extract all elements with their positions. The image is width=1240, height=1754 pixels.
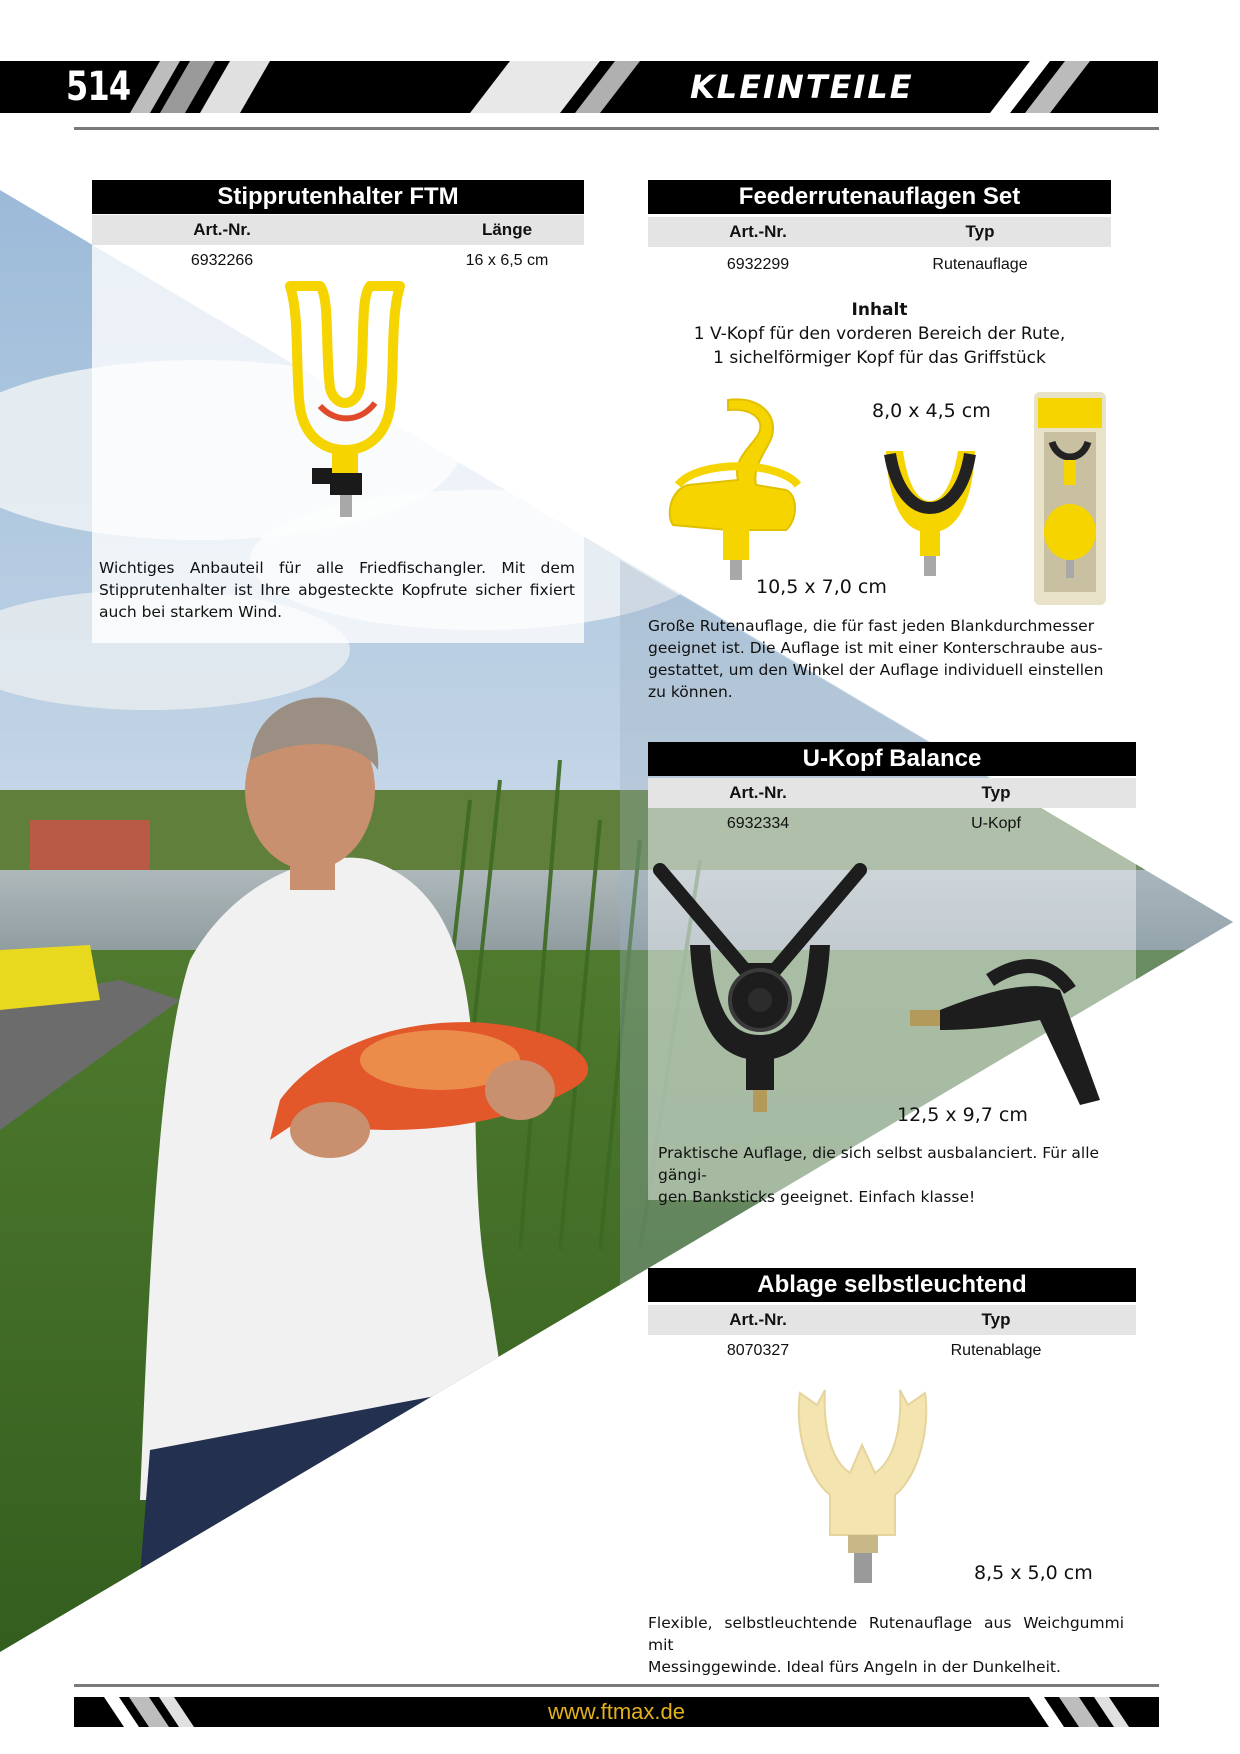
description-line: Flexible, selbstleuchtende Rutenauflage aus Weichgummi mit <box>648 1614 1124 1654</box>
header-stripes <box>0 61 1158 113</box>
stipprutenhalter-image <box>280 278 410 530</box>
typ-value: Rutenablage <box>950 1342 1042 1359</box>
product-title: Stipprutenhalter FTM <box>92 180 584 214</box>
art-nr-value: 6932334 <box>726 815 790 832</box>
contents-line: 1 sichelförmiger Kopf für das Griffstück <box>713 348 1046 368</box>
col-header-laenge: Länge <box>481 220 533 239</box>
col-header-art-nr: Art.-Nr. <box>729 1310 787 1329</box>
page-number: 514 <box>66 64 131 110</box>
footer-url[interactable]: www.ftmax.de <box>548 1699 685 1724</box>
product-description <box>648 615 1111 703</box>
table-header <box>92 215 584 245</box>
sickle-head-image <box>668 390 818 590</box>
description-line: Praktische Auflage, die sich selbst ausbalanciert. Für alle gängi- <box>658 1144 1100 1184</box>
table-header <box>648 778 1136 808</box>
description-line: zu können. <box>648 683 733 701</box>
contents-line: 1 V-Kopf für den vorderen Bereich der Rute, <box>693 324 1066 344</box>
u-head-balance-side-image <box>900 950 1110 1110</box>
description-line: geeignet ist. Die Auflage ist mit einer Konterschraube aus- <box>648 639 1103 657</box>
v-head-image <box>878 446 983 582</box>
col-header-typ: Typ <box>981 783 1011 802</box>
product-title: Feederrutenauflagen Set <box>648 180 1111 214</box>
col-header-typ: Typ <box>981 1310 1011 1329</box>
dimension-label: 10,5 x 7,0 cm <box>756 576 887 598</box>
col-header-art-nr: Art.-Nr. <box>193 220 251 239</box>
art-nr-value: 6932266 <box>190 252 254 269</box>
col-header-art-nr: Art.-Nr. <box>729 222 787 241</box>
table-row <box>648 815 1136 839</box>
dimension-label: 8,0 x 4,5 cm <box>872 400 991 422</box>
package-image <box>1034 392 1106 605</box>
glow-rest-image <box>790 1385 935 1600</box>
typ-value: Rutenauflage <box>932 256 1028 273</box>
product-description <box>648 1612 1124 1678</box>
contents-title: Inhalt <box>851 300 908 320</box>
table-row <box>92 252 584 276</box>
description-line: Messinggewinde. Ideal fürs Angeln in der Dunkelheit. <box>648 1658 1061 1676</box>
table-header <box>648 217 1111 247</box>
table-row <box>648 1342 1136 1366</box>
description-line: gen Banksticks geeignet. Einfach klasse! <box>658 1188 976 1206</box>
typ-value: U-Kopf <box>971 815 1021 832</box>
product-description: Wichtiges Anbauteil für alle Friedfischangler. Mit dem Stipprutenhalter ist Ihre abgesteckte Kopfrute sicher fixiert auch bei starkem Wind. <box>99 559 575 621</box>
description-line: gestattet, um den Winkel der Auflage individuell einstellen <box>648 661 1104 679</box>
art-nr-value: 6932299 <box>726 256 790 273</box>
col-header-typ: Typ <box>965 222 995 241</box>
footer-rule <box>74 1684 1159 1687</box>
product-description <box>658 1142 1128 1208</box>
table-header <box>648 1305 1136 1335</box>
header-rule <box>74 127 1159 130</box>
product-title: Ablage selbstleuchtend <box>648 1268 1136 1302</box>
table-row <box>648 256 1111 280</box>
product-title: U-Kopf Balance <box>648 742 1136 776</box>
u-head-balance-image <box>650 860 870 1120</box>
dimension-label: 8,5 x 5,0 cm <box>974 1562 1093 1584</box>
contents-block <box>648 298 1111 370</box>
dimension-label: 12,5 x 9,7 cm <box>897 1104 1028 1126</box>
description-line: Große Rutenauflage, die für fast jeden Blankdurchmesser <box>648 617 1095 635</box>
section-title: KLEINTEILE <box>690 68 914 106</box>
art-nr-value: 8070327 <box>726 1342 790 1359</box>
laenge-value: 16 x 6,5 cm <box>465 252 549 269</box>
col-header-art-nr: Art.-Nr. <box>729 783 787 802</box>
